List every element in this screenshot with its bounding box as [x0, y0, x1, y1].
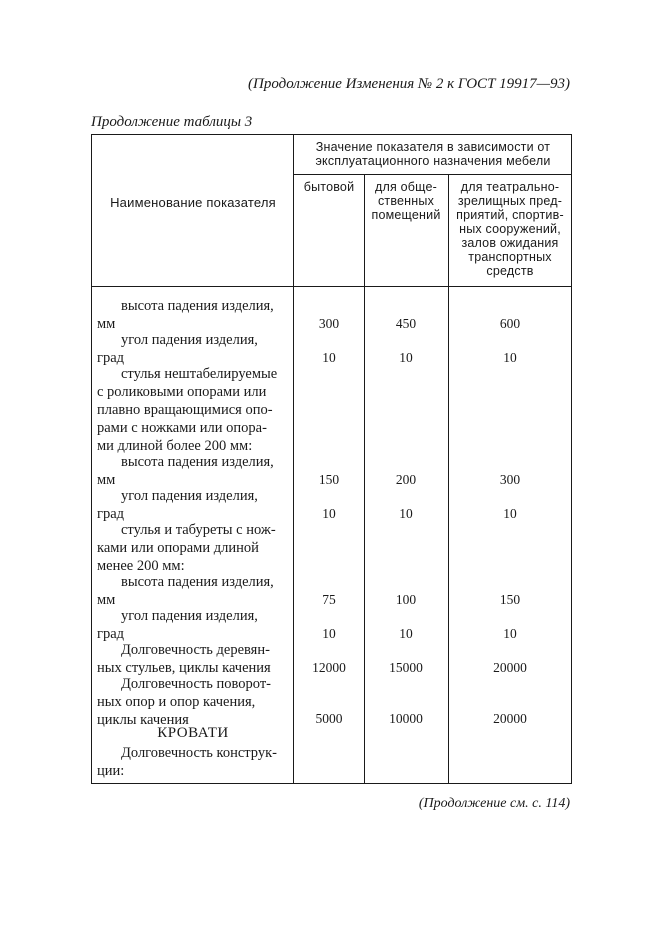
table-row-name: стулья и табуреты с нож- ками или опорами длиной менее 200 мм:	[97, 522, 276, 574]
table-cell: 100	[395, 592, 417, 607]
table-border-bottom	[91, 783, 572, 784]
table-cell: 10	[322, 506, 336, 521]
table-row-name: высота падения изделия, мм	[97, 454, 274, 488]
table-cell: 150	[318, 472, 340, 487]
table-cell: 300	[318, 316, 340, 331]
page-header: (Продолжение Изменения № 2 к ГОСТ 19917—93)	[248, 76, 570, 92]
table-cell: 10	[399, 350, 413, 365]
table-row-name: угол падения изделия, град	[97, 332, 258, 366]
column-header-household: бытовой	[303, 180, 355, 194]
table-cell: 200	[395, 472, 417, 487]
table-cell: 10	[322, 350, 336, 365]
table-border-left	[91, 134, 92, 784]
table-cell: 20000	[493, 711, 527, 726]
table-cell: 10000	[389, 711, 423, 726]
header-bottom-divider	[91, 286, 572, 287]
column-header-name: Наименование показателя	[110, 195, 276, 210]
table-cell: 12000	[312, 660, 346, 675]
table-row-name: высота падения изделия, мм	[97, 298, 274, 332]
column-header-public: для обще-ственных помещений	[371, 180, 441, 222]
section-heading: КРОВАТИ	[157, 725, 229, 741]
page-footer: (Продолжение см. с. 114)	[418, 796, 570, 811]
table-row-name: Долговечность поворот- ных опор и опор качения, циклы качения	[97, 676, 272, 728]
table-cell: 10	[503, 506, 517, 521]
table-cell: 75	[322, 592, 336, 607]
table-row-name: Долговечность деревян- ных стульев, циклы качения	[97, 642, 271, 676]
table-cell: 300	[499, 472, 521, 487]
table-row-name: угол падения изделия, град	[97, 488, 258, 522]
table-cell: 5000	[315, 711, 343, 726]
table-cell: 15000	[389, 660, 423, 675]
table-cell: 10	[399, 626, 413, 641]
group-header: Значение показателя в зависимости от эксплуатационного назначения мебели	[315, 140, 551, 168]
table-caption: Продолжение таблицы 3	[91, 114, 253, 130]
table-row-name: высота падения изделия, мм	[97, 574, 274, 608]
table-cell: 450	[395, 316, 417, 331]
table-cell: 10	[503, 626, 517, 641]
table-cell: 600	[499, 316, 521, 331]
table-cell: 20000	[493, 660, 527, 675]
table-cell: 10	[322, 626, 336, 641]
table-row-name: Долговечность конструк- ции:	[97, 745, 277, 779]
table-cell: 150	[499, 592, 521, 607]
table-row-name: угол падения изделия, град	[97, 608, 258, 642]
table-border-top	[91, 134, 572, 135]
table-row-name: стулья нештабелируемые с роликовыми опорами или плавно вращающимися опо- рами с ножками или опора- ми длиной более 200 мм:	[97, 366, 278, 454]
data-table	[91, 134, 572, 784]
table-cell: 10	[503, 350, 517, 365]
group-header-divider	[293, 174, 572, 175]
table-border-right	[571, 134, 572, 784]
table-cell: 10	[399, 506, 413, 521]
column-divider	[293, 134, 294, 784]
column-header-theatre: для театрально-зрелищных пред-приятий, спортив-ных сооружений, залов ожидания транспортных средств	[456, 180, 564, 278]
